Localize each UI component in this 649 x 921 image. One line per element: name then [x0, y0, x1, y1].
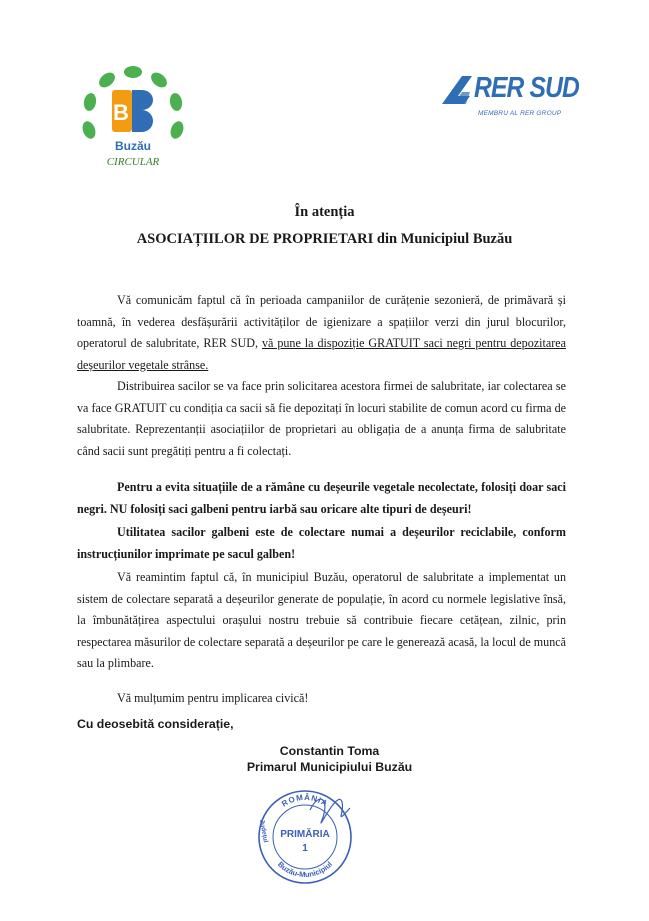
logo-initial: B — [113, 100, 129, 125]
heading-attention: În atenția — [294, 204, 355, 220]
paragraph-1-underlined: vă pune la dispoziție GRATUIT saci negri pentru depozitarea deșeurilor vegetale strânse. — [77, 336, 566, 372]
paragraph-4 — [77, 522, 566, 565]
paragraph-1 — [77, 290, 566, 376]
logo-buzau-text: Buzău — [115, 139, 151, 153]
stamp-bottom-text: Buzău-Municipiul — [275, 859, 335, 880]
logo-circular-text: CIRCULAR — [106, 156, 160, 168]
official-stamp — [250, 780, 360, 890]
signer-role: Primarul Municipiului Buzău — [246, 760, 413, 774]
paragraph-2 — [77, 376, 566, 462]
paragraph-3-text: Pentru a evita situațiile de a rămâne cu deșeurile vegetale necolectate, folosiți doar saci negri. NU folosiți saci galbeni pentru iarbă sau oricare alte tipuri de deșeuri! — [77, 480, 566, 516]
stamp-center-text: PRIMĂRIA — [280, 829, 330, 840]
paragraph-6-text: Vă mulțumim pentru implicarea civică! — [117, 691, 309, 705]
paragraph-5-text: Vă reamintim faptul că, în municipiul Buzău, operatorul de salubritate a implementat un sistem de colectare separată a deșeurilor generate de populație, în acord cu normele legislative însă, la îmbunătățirea aspectului orașului nostru trebuie să contribuie fiecare cetățean, zilnic, prin respectarea măsurilor de colectare separată a deșeurilor pe care le generează acasă, la locul de muncă sau la plimbare. — [77, 570, 566, 670]
rer-sud-logo-text: RER SUD — [474, 72, 579, 104]
paragraph-4-text: Utilitatea sacilor galbeni este de colectare numai a deșeurilor reciclabile, conform instrucțiunilor imprimate pe sacul galben! — [77, 525, 566, 561]
heading-recipients: ASOCIAȚIILOR DE PROPRIETARI din Municipiul Buzău — [136, 231, 513, 247]
stamp-left-text: Județul — [258, 819, 269, 844]
paragraph-6 — [77, 688, 566, 710]
rer-sud-tagline: MEMBRU AL RER GROUP — [478, 110, 562, 117]
signer-name: Constantin Toma — [279, 744, 380, 758]
buzau-circular-logo — [74, 62, 192, 180]
paragraph-1-text: Vă comunicăm faptul că în perioada campaniilor de curățenie sezonieră, de primăvară și toamnă, în vederea desfășurării activităților de igienizare a spațiilor verzi din jurul blocurilor, operatorul de salubritate, RER SUD, — [77, 293, 566, 350]
paragraph-3 — [77, 477, 566, 520]
stamp-number: 1 — [302, 843, 308, 854]
closing-salutation: Cu deosebită considerație, — [77, 717, 234, 731]
paragraph-2-text: Distribuirea sacilor se va face prin solicitarea acestora firmei de salubritate, iar colectarea se va face GRATUIT cu condiția ca sacii să fie depozitați în locuri stabilite de comun acord cu firma de salubritate. Reprezentanții asociațiilor de proprietari au obligația de a anunța firma de salubritate când sacii sunt pregătiți pentru a fi colectați. — [77, 379, 566, 458]
stamp-top-text: ROMÂNIA — [280, 792, 330, 809]
paragraph-5 — [77, 567, 566, 675]
